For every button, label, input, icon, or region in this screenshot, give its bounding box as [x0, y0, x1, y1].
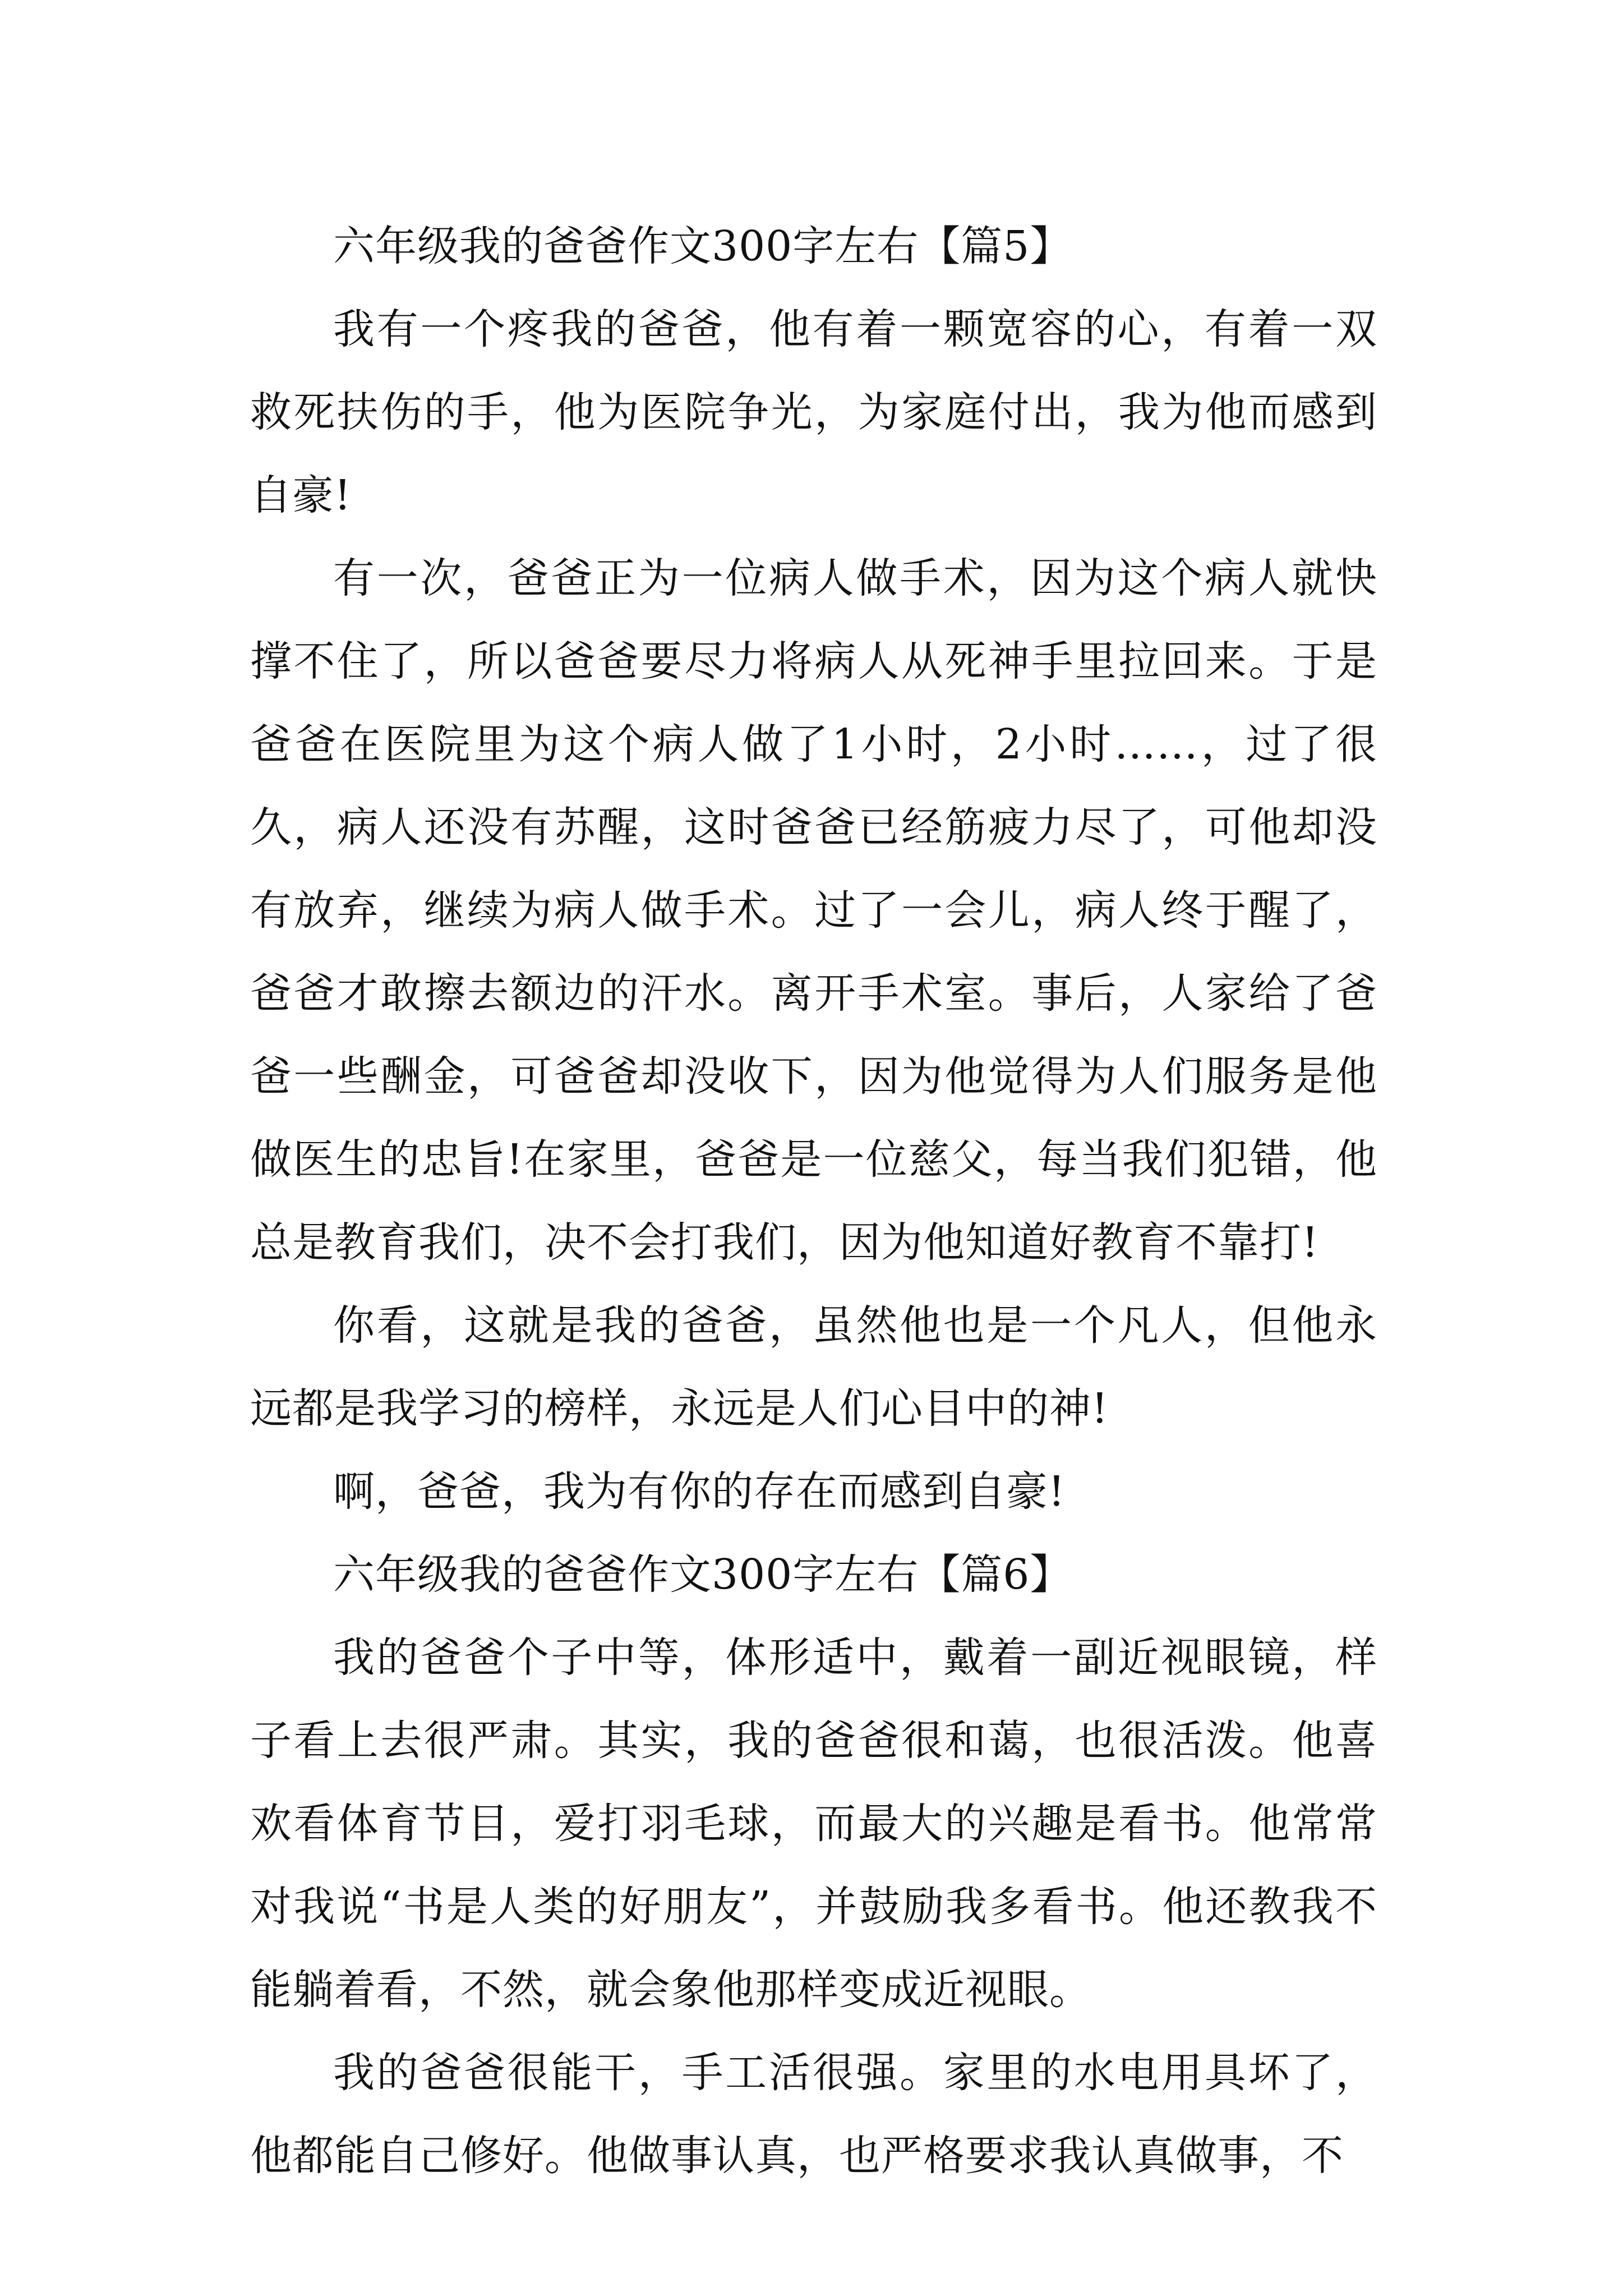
paragraph: 啊，爸爸，我为有你的存在而感到自豪! [333, 1467, 1066, 1516]
paragraph: 我有一个疼我的爸爸，他有着一颗宽容的心，有着一双救死扶伤的手，他为医院争光，为家庭付出，我为他而感到自豪! [250, 305, 1377, 519]
essay-heading-6: 六年级我的爸爸作文300字左右【篇6】 [333, 1550, 1072, 1599]
document-body [250, 205, 1377, 2197]
paragraph: 我的爸爸很能干，手工活很强。家里的水电用具坏了，他都能自己修好。他做事认真，也严格要求我认真做事，不 [250, 2049, 1377, 2180]
paragraph: 我的爸爸个子中等，体形适中，戴着一副近视眼镜，样子看上去很严肃。其实，我的爸爸很和蔼，也很活泼。他喜欢看体育节目，爱打羽毛球，而最大的兴趣是看书。他常常对我说“书是人类的好朋友”，并鼓励我多看书。他还教我不能躺着看，不然，就会象他那样变成近视眼。 [250, 1634, 1377, 2014]
paragraph: 有一次，爸爸正为一位病人做手术，因为这个病人就快撑不住了，所以爸爸要尽力将病人从死神手里拉回来。于是爸爸在医院里为这个病人做了1小时，2小时……，过了很久，病人还没有苏醒，这时爸爸已经筋疲力尽了，可他却没有放弃，继续为病人做手术。过了一会儿，病人终于醒了，爸爸才敢擦去额边的汗水。离开手术室。事后，人家给了爸爸一些酬金，可爸爸却没收下，因为他觉得为人们服务是他做医生的忠旨!在家里，爸爸是一位慈父，每当我们犯错，他总是教育我们，决不会打我们，因为他知道好教育不靠打! [250, 554, 1377, 1267]
paragraph: 你看，这就是我的爸爸，虽然他也是一个凡人，但他永远都是我学习的榜样，永远是人们心目中的神! [250, 1301, 1377, 1433]
essay-heading-5: 六年级我的爸爸作文300字左右【篇5】 [333, 222, 1072, 270]
